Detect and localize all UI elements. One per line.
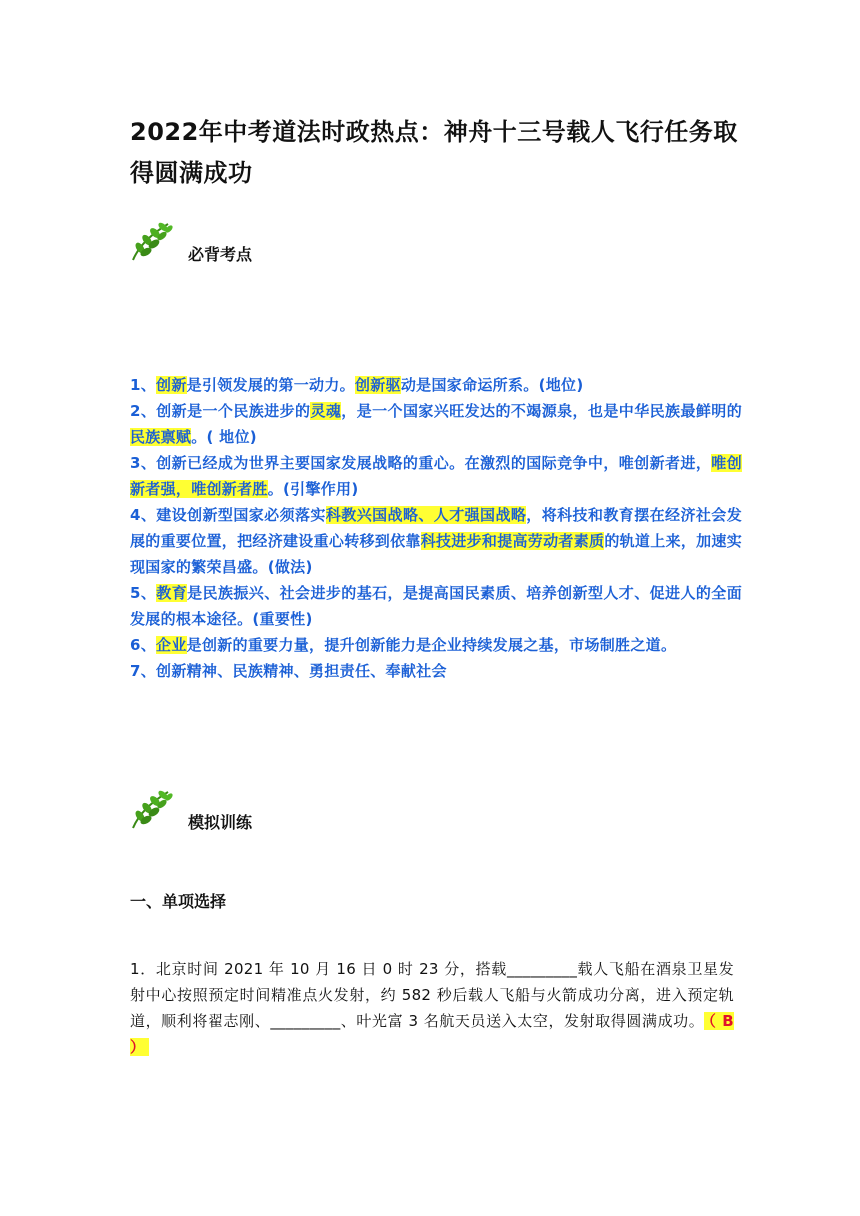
highlighted-phrase: 教育 [156,584,188,602]
key-point-item [130,398,742,450]
key-points-list [130,372,742,684]
key-point-item [130,450,742,502]
point-text: ，是一个国家兴旺发达的不竭源泉，也是中华民族最鲜明的 [341,402,742,420]
point-text: ，将科技和教育摆在经济社会发展的重要位置，把经济建设重心转移到依靠 [130,506,742,550]
question-type-heading: 一、单项选择 [130,892,227,911]
point-text: 7、创新精神、民族精神、勇担责任、奉献社会 [130,662,447,680]
document-title: 2022年中考道法时政热点：神舟十三号载人飞行任务取得圆满成功 [130,118,738,187]
key-point-item [130,580,742,632]
highlighted-phrase: 科技进步和提高劳动者素质 [420,532,605,550]
answer-badge: （ B ） [130,1012,734,1056]
leaf-sprig-icon [128,218,174,264]
key-point-item [130,372,742,398]
key-point-item [130,632,742,658]
highlighted-phrase: 灵魂 [310,402,342,420]
leaf-sprig-icon [128,786,174,832]
key-point-item [130,502,742,580]
section-must-memorize [128,218,528,268]
point-text: 6、 [130,636,157,654]
question-text: 1．北京时间 2021 年 10 月 16 日 0 时 23 分，搭载_________载人飞船在酒泉卫星发射中心按照预定时间精准点火发射，约 582 秒后载人飞船与火箭成功分离，进入预定轨道，顺利将翟志刚、_________、叶光富 3 名航天员送入太空，发射取得圆满成功。 [130,960,734,1030]
point-text: 动是国家命运所系。(地位) [400,376,584,394]
point-text: 3、创新已经成为世界主要国家发展战略的重心。在激烈的国际竞争中，唯创新者进， [130,454,712,472]
point-text: 是民族振兴、社会进步的基石，是提高国民素质、培养创新型人才、促进人的全面发展的根本途径。(重要性) [130,584,742,628]
point-text: 是创新的重要力量，提升创新能力是企业持续发展之基，市场制胜之道。 [186,636,677,654]
highlighted-phrase: 创新驱 [354,376,401,394]
point-text: 2、创新是一个民族进步的 [130,402,311,420]
highlighted-phrase: 科教兴国战略、人才强国战略 [325,506,527,524]
point-text: 是引领发展的第一动力。 [186,376,355,394]
section-label: 必背考点 [188,245,253,264]
section-label: 模拟训练 [188,813,253,832]
point-text: 。( 地位) [191,428,257,446]
highlighted-phrase: 唯创新者强，唯创新者胜 [130,454,742,498]
question-1 [130,956,734,1060]
point-text: 4、建设创新型国家必须落实 [130,506,326,524]
highlighted-phrase: 民族禀赋 [130,428,192,446]
point-text: 1、 [130,376,157,394]
key-point-item [130,658,742,684]
highlighted-phrase: 企业 [156,636,187,654]
section-practice [128,786,528,836]
highlighted-phrase: 创新 [156,376,187,394]
point-text: 的轨道上来，加速实现国家的繁荣昌盛。(做法) [130,532,743,576]
point-text: 5、 [130,584,157,602]
point-text: 。(引擎作用) [267,480,359,498]
